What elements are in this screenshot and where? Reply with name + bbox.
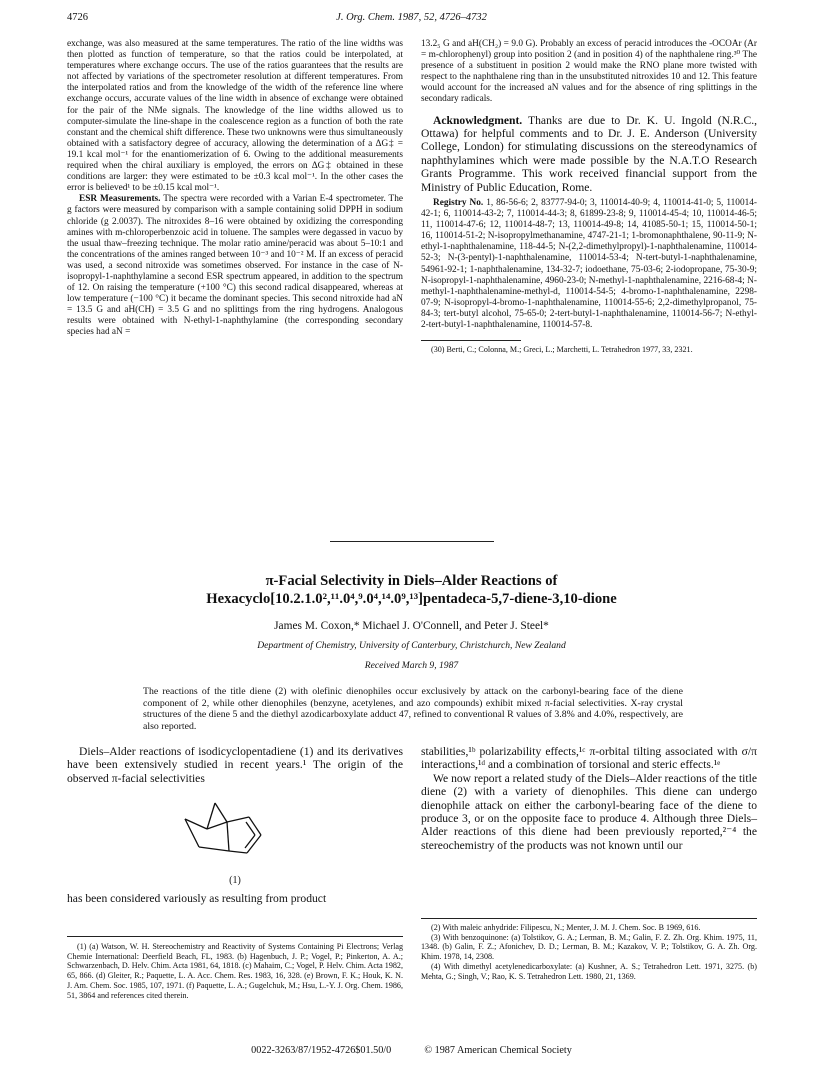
copyright-notice: © 1987 American Chemical Society xyxy=(424,1045,572,1056)
registry-text: 1, 86-56-6; 2, 83777-94-0; 3, 110014-40-9; 4, 110014-41-0; 5, 110014-42-1; 6, 110014-43-2; 7, 110014-44-3; 8, 61899-23-8; 9, 110014-45-4; 10, 110014-46-5; 11, 110014-47-6; 12, 110014-48-7; 13, 110014-49-8; 14, 41085-50-1; 15, 110014-50-1; 16, 110014-51-2; N-isopropylmethanamine, 4747-21-1; 1-bromonaphthalene, 90-11-9; N-ethyl-1-naphthalenamine, 118-44-5; N-(2,2-dimethylpropyl)-1-naphthalenamine, 110014-52-3; N-(3-pentyl)-1-naphthalenamine, 110014-53-4; N-tert-butyl-1-naphthalenamine, 54961-92-1; 1-naphthalenamine, 134-32-7; iodoethane, 75-03-6; 2-iodopropane, 75-30-9; N-isopropyl-1-naphthalenamine, 4960-23-0; N-methyl-1-naphthalenamine, 2216-68-4; N-methyl-1-naphthalenamine-methyl-d, 110014-54-5; 4-bromo-1-naphthalenamine, 2298-07-9; N-isopropyl-4-bromo-1-naphthalenamine, 110014-55-6; 2,2-dimethylpropanol, 75-84-3; tert-butyl alcohol, 75-65-0; 2-tert-butyl-1-naphthalenamine, 110014-56-7; N-ethyl-2-tert-butyl-1-naphthalenamine, 110014-57-8. xyxy=(421,198,757,331)
abstract: The reactions of the title diene (2) with olefinic dienophiles occur exclusively by attack on the carbonyl-bearing face of the diene component of 2, while other dienophiles (benzyne, acetylenes, and azo compounds) exhibit mixed π-facial selectivities. X-ray crystal structures of the diene 5 and the diethyl azodicarboxylate adduct 47, refined to conventional R values of 3.8% and 4.0%, respectively, are also reported. xyxy=(143,686,683,732)
article-title xyxy=(40,572,783,608)
top-left-column xyxy=(67,39,403,339)
intro-paragraph-2: has been considered variously as resulting from product xyxy=(67,891,327,905)
acknowledgment-text: Thanks are due to Dr. K. U. Ingold (N.R.C., Ottawa) for helpful comments and to Dr. J. E. Anderson (University College, London) for stimulating discussions on the stereodynamics of naphthylamines which were made possible by the N.A.T.O Research Grants Programme. This work received financial support from the Ministry of Public Education, Rome. xyxy=(421,113,757,194)
footnote-4: (4) With dimethyl acetylenedicarboxylate: (a) Kushner, A. S.; Tetrahedron Lett. 1971, 3275. (b) Mehta, G.; Singh, V.; Rao, K. S. Tetrahedron Lett. 1980, 21, 1369. xyxy=(421,961,757,981)
page-footer xyxy=(0,1045,823,1056)
body-left-column xyxy=(67,745,403,905)
page-number: 4726 xyxy=(67,12,88,23)
intro-paragraph-1: Diels–Alder reactions of isodicyclopentadiene (1) and its derivatives have been extensively studied in recent years.¹ The origin of the observed π-facial selectivities xyxy=(67,745,403,785)
article-title-line-1: π-Facial Selectivity in Diels–Alder Reactions of xyxy=(265,573,558,589)
acknowledgment-heading: Acknowledgment. xyxy=(433,113,523,127)
esr-heading: ESR Measurements. xyxy=(79,194,161,205)
received-date: Received March 9, 1987 xyxy=(364,660,459,671)
top-left-paragraph: exchange, was also measured at the same temperatures. The ratio of the line widths was then plotted as function of temperature, so that the ratios could be interpolated, at temperatures where exchange occurs. The use of the ratios guarantees that the results are not affected by variations of the spectrometer resolution at different temperatures. From the interpolated ratios and from the knowledge of the width of the reference line where exchange occurs, accurate values of the line width in absence of exchange were obtained for the pair of the NMe signals. The knowledge of the line widths allowed us to computer-simulate the line-shape in the coalescence region as a function of both the rate constant and the chemical shift difference. These two unknowns were thus simultaneously obtained with a satisfactory degree of accuracy, allowing the determination of a ΔG‡ = 19.1 kcal mol⁻¹ for the enantiomerization of 6. Owing to the additional measurements required when the chiral auxiliary is employed, the errors on ΔG‡ obtained in these conditions are larger: they were estimated to be ±0.3 kcal mol⁻¹. In the other cases the error is believed¹ to be ±0.15 kcal mol⁻¹. xyxy=(67,39,403,194)
top-right-column xyxy=(421,39,757,355)
affiliation: Department of Chemistry, University of Canterbury, Christchurch, New Zealand xyxy=(257,640,566,651)
intro-paragraph-4: We now report a related study of the Diels–Alder reactions of the title diene (2) with a variety of dienophiles. This diene can undergo dienophile attack on either the carbonyl-bearing face of the diene to produce 3, or on the opposite face to produce 4. Although three Diels–Alder reactions of this diene had been previously reported,²⁻⁴ the stereochemistry of the products was not known until our xyxy=(421,771,757,852)
footnotes-left xyxy=(67,942,403,1000)
top-right-paragraph: 13.2₅ G and aH(CH₂) = 9.0 G). Probably an excess of peracid introduces the -OCOAr (Ar = m-chlorophenyl) group into position 2 (and in position 4) of the naphthalene ring.³⁰ The presence of a substituent in position 2 would make the RNO plane more twisted with respect to the naphthalene ring than in the unsubstituted nitroxides 10 and 12. This feature would account for the increased aN values and for the absence of ring splittings in the secondary radicals. xyxy=(421,39,757,105)
journal-citation: J. Org. Chem. 1987, 52, 4726–4732 xyxy=(336,12,487,23)
footnote-1: (1) (a) Watson, W. H. Stereochemistry and Reactivity of Systems Containing Pi Electrons; Verlag Chemie International: Deerfield Beach, FL, 1983. (b) Hagenbuch, J. P.; Vogel, P.; Pinkerton, A. A.; Schwarzenbach, D. Helv. Chim. Acta 1981, 64, 1818. (c) Mahaim, C.; Vogel, P. Helv. Chim. Acta 1982, 65, 866. (d) Gleiter, R.; Paquette, L. A. Acc. Chem. Res. 1983, 16, 328. (e) Brown, F. K.; Houk, K. N. J. Am. Chem. Soc. 1985, 107, 1971. (f) Paquette, L. A.; Gugelchuk, M.; Hsu, L.-Y. J. Org. Chem. 1986, 51, 3864 and references cited therein. xyxy=(67,942,403,1000)
esr-paragraph: The spectra were recorded with a Varian E-4 spectrometer. The g factors were measured by comparison with a sample containing solid DPPH in sodium chloride (g 2.0037). The nitroxides 8–16 were obtained by oxidizing the corresponding amines with m-chloroperbenzoic acid in toluene. The samples were degassed in vacuo by the usual thaw–freezing technique. The molar ratio amine/peracid was about 5–10:1 and the concentrations of the amines ranged between 10⁻³ and 10⁻² M. If an excess of peracid was used, a second nitroxide was sometimes observed. For instance in the case of N-isopropyl-1-naphthylamine a second ESR spectrum appeared, in addition to the spectrum of 12. On raising the temperature (+100 °C) this second radical disappeared, whereas at low temperature (−100 °C) it became the dominant species. This second nitroxide had aN = 13.5 G and aH(CH) = 3.5 G and no splittings from the ring hydrogens. Analogous results were obtained with N-ethyl-1-naphthylamine (the corresponding secondary species had aN = xyxy=(67,194,403,338)
footnote-30: (30) Berti, C.; Colonna, M.; Greci, L.; Marchetti, L. Tetrahedron 1977, 33, 2321. xyxy=(431,345,693,355)
isodicyclopentadiene-structure xyxy=(67,789,403,873)
authors: James M. Coxon,* Michael J. O'Connell, and Peter J. Steel* xyxy=(274,620,549,632)
registry-heading: Registry No. xyxy=(433,198,484,208)
footnote-rule xyxy=(421,340,521,341)
intro-paragraph-3: stabilities,¹ᵇ polarizability effects,¹ᶜ π-orbital tilting associated with σ/π interactions,¹ᵈ and a combination of torsional and steric effects.¹ᵉ xyxy=(421,745,757,772)
footnote-rule-left xyxy=(67,936,403,937)
article-code: 0022-3263/87/1952-4726$01.50/0 xyxy=(251,1045,392,1056)
body-right-column xyxy=(421,745,757,852)
footnote-3: (3) With benzoquinone: (a) Tolstikov, G. A.; Lerman, B. M.; Galin, F. Z. Zh. Org. Khim. 1975, 11, 1348. (b) Galin, F. Z.; Afonichev, D. D.; Lerman, B. M.; Kazakov, V. P.; Tolstikov, G. A. Zh. Org. Khim. 1978, 14, 2308. xyxy=(421,932,757,962)
article-separator xyxy=(330,541,494,542)
structure-label: (1) xyxy=(229,875,241,887)
article-title-line-2: Hexacyclo[10.2.1.0²,¹¹.0⁴,⁹.0⁴,¹⁴.0⁹,¹³]pentadeca-5,7-diene-3,10-dione xyxy=(206,591,617,607)
footnotes-right xyxy=(421,923,757,981)
footnote-2: (2) With maleic anhydride: Filipescu, N.; Menter, J. M. J. Chem. Soc. B 1969, 616. xyxy=(431,923,701,932)
footnote-rule-right xyxy=(421,918,757,919)
